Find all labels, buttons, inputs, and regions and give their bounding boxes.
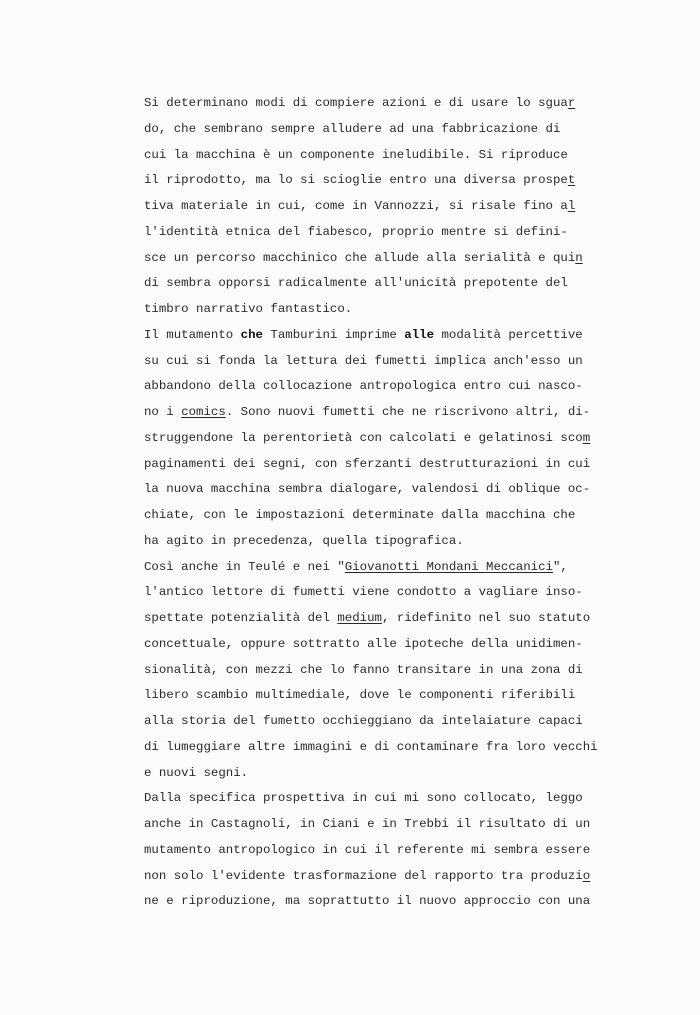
text-segment: struggendone la perentorietà con calcolati e gelatinosi sco	[144, 430, 583, 445]
text-line	[144, 632, 614, 658]
underlined-text: m	[582, 430, 591, 445]
text-line	[144, 761, 614, 787]
text-line	[144, 580, 614, 606]
body-text	[144, 91, 614, 915]
text-segment: , ridefinito nel suo statuto	[381, 611, 591, 625]
text-segment: cui la macchina è un componente ineludibile. Si riproduce	[144, 147, 568, 162]
text-segment: tiva materiale in cui, come in Vannozzi, si risale fino a	[144, 199, 568, 213]
text-line	[144, 683, 614, 709]
text-line	[144, 477, 614, 503]
text-segment: ha agito in precedenza, quella tipografica.	[144, 533, 464, 548]
underlined-text: Giovanotti Mondani Meccanici	[344, 559, 553, 574]
text-segment: concettuale, oppure sottratto alle ipoteche della unidimen-	[144, 636, 583, 651]
text-segment: sionalità, con mezzi che lo fanno transitare in una zona di	[144, 662, 583, 677]
text-line	[144, 297, 614, 323]
text-line	[144, 658, 614, 684]
text-segment: il riprodotto, ma lo si scioglie entro una diversa prospe	[144, 173, 568, 188]
text-line	[144, 889, 614, 915]
text-line	[144, 143, 614, 169]
text-line	[144, 220, 614, 246]
text-segment: anche in Castagnoli, in Ciani e in Trebbi il risultato di un	[144, 817, 591, 831]
text-segment: la nuova macchina sembra dialogare, valendosi di oblique oc-	[144, 482, 591, 497]
text-segment: libero scambio multimediale, dove le componenti riferibili	[144, 688, 576, 703]
text-segment: alla storia del fumetto occhieggiano da intelaiature capaci	[144, 714, 583, 728]
text-segment: spettate potenzialità del	[144, 611, 338, 625]
text-line	[144, 864, 614, 890]
bold-text: alle	[404, 327, 435, 342]
text-segment: chiate, con le impostazioni determinate dalla macchina che	[144, 508, 576, 522]
text-line	[144, 812, 614, 838]
text-segment: abbandono della collocazione antropologica entro cui nasco-	[144, 379, 583, 394]
text-line	[144, 374, 614, 400]
text-line	[144, 400, 614, 426]
text-line	[144, 91, 614, 117]
bold-text: che	[240, 327, 263, 342]
text-segment: su cui si fonda la lettura dei fumetti implica anch'esso un	[144, 353, 583, 368]
text-line	[144, 786, 614, 812]
text-segment: e nuovi segni.	[144, 765, 249, 780]
text-line	[144, 555, 614, 581]
text-line	[144, 452, 614, 478]
text-segment: ",	[552, 559, 568, 574]
text-line	[144, 349, 614, 375]
underlined-text: comics	[181, 405, 226, 419]
text-segment: Tamburini imprime	[262, 327, 405, 342]
underlined-text: l	[567, 199, 576, 213]
text-segment: di sembra opporsi radicalmente all'unicità prepotente del	[144, 276, 568, 291]
text-line	[144, 426, 614, 452]
text-segment: paginamenti dei segni, con sferzanti destrutturazioni in cui	[144, 456, 591, 471]
text-line	[144, 246, 614, 272]
text-line	[144, 838, 614, 864]
text-segment: Si determinano modi di compiere azioni e di usare lo sgua	[144, 96, 568, 110]
text-segment: Il mutamento	[144, 327, 241, 342]
underlined-text: o	[582, 868, 591, 883]
underlined-text: medium	[337, 611, 382, 625]
text-line	[144, 709, 614, 735]
text-segment: mutamento antropologico in cui il referente mi sembra essere	[144, 842, 591, 857]
text-line	[144, 735, 614, 761]
text-segment: modalità percettive	[434, 327, 583, 342]
text-segment: timbro narrativo fantastico.	[144, 302, 353, 316]
text-segment: do, che sembrano sempre alludere ad una fabbricazione di	[144, 121, 561, 136]
text-segment: sce un percorso macchinico che allude alla serialità e qui	[144, 250, 576, 265]
text-line	[144, 194, 614, 220]
text-line	[144, 606, 614, 632]
underlined-text: r	[567, 96, 576, 110]
text-segment: di lumeggiare altre immagini e di contaminare fra loro vecchi	[144, 739, 598, 754]
text-segment: l'antico lettore di fumetti viene condotto a vagliare inso-	[144, 585, 583, 600]
text-line	[144, 168, 614, 194]
text-segment: no i	[144, 405, 182, 419]
text-segment: Dalla specifica prospettiva in cui mi sono collocato, leggo	[144, 791, 583, 806]
underlined-text: n	[575, 250, 583, 265]
text-segment: l'identità etnica del fiabesco, proprio mentre si defini-	[144, 224, 568, 239]
text-line	[144, 271, 614, 297]
text-line	[144, 117, 614, 143]
text-segment: Così anche in Teulé e nei "	[144, 559, 345, 574]
underlined-text: t	[567, 173, 576, 188]
text-line	[144, 323, 614, 349]
text-segment: non solo l'evidente trasformazione del rapporto tra produzi	[144, 868, 583, 883]
text-segment: . Sono nuovi fumetti che ne riscrivono altri, di-	[225, 405, 591, 419]
text-line	[144, 529, 614, 555]
text-line	[144, 503, 614, 529]
text-segment: ne e riproduzione, ma soprattutto il nuovo approccio con una	[144, 894, 591, 909]
